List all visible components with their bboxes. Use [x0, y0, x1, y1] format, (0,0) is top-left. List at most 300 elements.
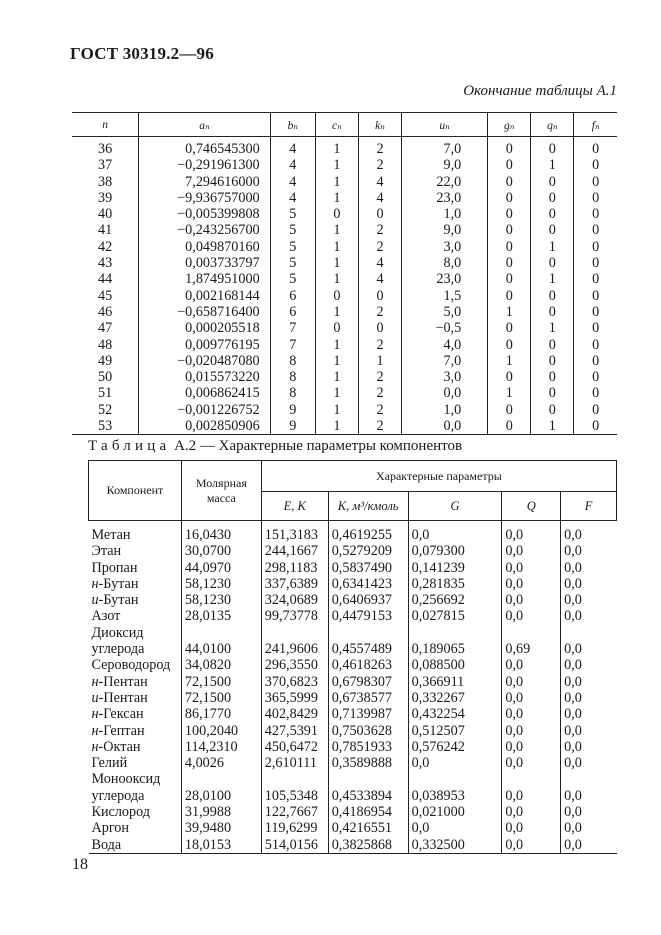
- table-cell: 0,7139987: [328, 706, 408, 722]
- component-name-cell: н-Октан: [91, 738, 141, 755]
- table-cell: 5: [270, 222, 315, 238]
- table-cell: 0,0: [502, 657, 561, 673]
- table-cell: 1,0: [402, 206, 488, 222]
- table-cell: 47: [98, 320, 113, 337]
- table-cell: 0: [488, 137, 531, 158]
- table-a1-body: [72, 137, 617, 435]
- table-cell: 0: [488, 418, 531, 435]
- table-cell: 0,69: [502, 641, 561, 657]
- table-cell: 2: [358, 157, 401, 173]
- table-row: [89, 820, 617, 836]
- table-cell: 0: [574, 239, 617, 255]
- isomer-prefix: н: [91, 673, 99, 690]
- table-a2-subheader-g: G: [408, 492, 502, 521]
- table-cell: 0,0: [561, 641, 617, 657]
- table-cell: 42: [98, 238, 113, 255]
- table-cell: 40: [98, 206, 113, 223]
- table-cell: 1: [315, 174, 358, 190]
- table-cell: 4,0026: [181, 755, 261, 771]
- table-cell: 0,4479153: [328, 608, 408, 624]
- table-row: [89, 657, 617, 673]
- table-a2-subheader-q: Q: [502, 492, 561, 521]
- table-row: [89, 592, 617, 608]
- table-cell: 1: [531, 157, 574, 173]
- table-cell: 0,0: [561, 820, 617, 836]
- table-cell: 1,874951000: [139, 271, 270, 287]
- table-row: [89, 837, 617, 854]
- component-name-cell: Вода: [89, 837, 182, 854]
- table-cell: 244,1667: [261, 543, 328, 559]
- table-cell: 1: [315, 418, 358, 435]
- table-cell: [408, 625, 502, 641]
- table-cell: 4: [358, 271, 401, 287]
- table-row: [89, 625, 617, 641]
- table-row: [72, 418, 617, 435]
- table-cell: 0: [531, 174, 574, 190]
- table-cell: 2: [358, 385, 401, 401]
- table-cell: 0,002850906: [139, 418, 270, 435]
- table-cell: 0: [531, 206, 574, 222]
- table-cell: 0,0: [502, 543, 561, 559]
- table-cell: 0,4619255: [328, 521, 408, 544]
- table-cell: 72,1500: [181, 690, 261, 706]
- table-a1: [72, 112, 617, 435]
- table-cell: 337,6389: [261, 576, 328, 592]
- table-cell: 7,0: [402, 137, 488, 158]
- table-cell: 72,1500: [181, 674, 261, 690]
- table-cell: −0,001226752: [139, 402, 270, 418]
- table-cell: −0,243256700: [139, 222, 270, 238]
- table-row: [89, 674, 617, 690]
- table-row: [89, 788, 617, 804]
- table-cell: 0,0: [561, 804, 617, 820]
- table-cell: 0,0: [402, 385, 488, 401]
- table-cell: 39: [98, 189, 113, 206]
- table-row: [72, 190, 617, 206]
- table-a1-header-row: [72, 113, 617, 137]
- component-name-cell: н-Бутан: [91, 575, 139, 592]
- table-cell: 0: [574, 206, 617, 222]
- table-cell: 105,5348: [261, 788, 328, 804]
- table-cell: 0,0: [561, 521, 617, 544]
- table-cell: 0,256692: [408, 592, 502, 608]
- table-cell: 0: [488, 288, 531, 304]
- table-cell: 4: [270, 137, 315, 158]
- table-row: [72, 255, 617, 271]
- table-cell: 0,0: [561, 706, 617, 722]
- table-cell: 0,0: [502, 608, 561, 624]
- table-cell: 3,0: [402, 369, 488, 385]
- table-row: [72, 288, 617, 304]
- table-cell: 44,0970: [181, 560, 261, 576]
- table-cell: 0: [488, 222, 531, 238]
- table-cell: 9,0: [402, 157, 488, 173]
- table-cell: 0,0: [561, 788, 617, 804]
- table-cell: 0: [315, 288, 358, 304]
- table-cell: 0,0: [561, 723, 617, 739]
- table-cell: 0: [531, 304, 574, 320]
- table-cell: 0,015573220: [139, 369, 270, 385]
- table-cell: 0,512507: [408, 723, 502, 739]
- table-cell: 0: [531, 369, 574, 385]
- table-cell: 0: [315, 206, 358, 222]
- table-cell: 0,5279209: [328, 543, 408, 559]
- table-cell: 1: [315, 239, 358, 255]
- table-cell: 34,0820: [181, 657, 261, 673]
- table-cell: 241,9606: [261, 641, 328, 657]
- table-a1-header-cell: fₙ: [574, 113, 617, 137]
- table-cell: 1: [315, 353, 358, 369]
- table-cell: 0,0: [561, 560, 617, 576]
- table-a1-header-cell: kₙ: [358, 113, 401, 137]
- table-cell: 0,0: [408, 521, 502, 544]
- table-row: [89, 755, 617, 771]
- table-cell: 0,5837490: [328, 560, 408, 576]
- table-cell: 0,141239: [408, 560, 502, 576]
- table-row: [89, 723, 617, 739]
- table-cell: 8: [270, 353, 315, 369]
- table-cell: 296,3550: [261, 657, 328, 673]
- table-cell: 0: [574, 271, 617, 287]
- component-name-cell: н-Гептан: [91, 722, 145, 739]
- table-cell: 2: [358, 239, 401, 255]
- table-cell: −0,291961300: [139, 157, 270, 173]
- table-cell: 0,3589888: [328, 755, 408, 771]
- table-cell: 0: [574, 337, 617, 353]
- table-cell: 5: [270, 271, 315, 287]
- table-cell: 1: [531, 271, 574, 287]
- isomer-prefix: и: [91, 592, 99, 609]
- table-cell: [502, 771, 561, 787]
- table-cell: 0: [358, 288, 401, 304]
- table-a2-caption-title: А.2 — Характерные параметры компонентов: [170, 438, 463, 454]
- table-cell: [261, 625, 328, 641]
- table-cell: 37: [98, 157, 113, 174]
- table-cell: 0,0: [561, 674, 617, 690]
- table-cell: 1: [315, 157, 358, 173]
- table-cell: 0: [531, 353, 574, 369]
- table-cell: 23,0: [402, 271, 488, 287]
- table-cell: 0,3825868: [328, 837, 408, 854]
- table-continuation-caption: Окончание таблицы А.1: [463, 83, 617, 99]
- table-cell: 0,746545300: [139, 137, 270, 158]
- table-cell: 5,0: [402, 304, 488, 320]
- table-cell: 22,0: [402, 174, 488, 190]
- table-cell: 0,366911: [408, 674, 502, 690]
- table-cell: 0,0: [502, 576, 561, 592]
- table-cell: 44,0100: [181, 641, 261, 657]
- table-cell: 41: [98, 222, 113, 239]
- component-name-cell: Метан: [91, 527, 131, 543]
- table-row: [72, 206, 617, 222]
- table-cell: 4: [270, 174, 315, 190]
- table-cell: 0,0: [402, 418, 488, 435]
- component-name-cell: углерода: [91, 787, 145, 804]
- table-cell: 0,0: [502, 723, 561, 739]
- table-cell: 0,0: [502, 837, 561, 854]
- table-cell: 0: [488, 157, 531, 173]
- component-name-cell: и-Пентан: [91, 689, 148, 706]
- table-cell: 0,021000: [408, 804, 502, 820]
- table-row: [89, 608, 617, 624]
- table-cell: 0,0: [561, 690, 617, 706]
- table-cell: 2: [358, 337, 401, 353]
- table-cell: 30,0700: [181, 543, 261, 559]
- table-cell: 0,0: [502, 521, 561, 544]
- table-cell: 0: [531, 190, 574, 206]
- table-cell: [261, 771, 328, 787]
- table-cell: 0,6341423: [328, 576, 408, 592]
- component-name-cell: Аргон: [91, 820, 129, 837]
- table-cell: 0,4618263: [328, 657, 408, 673]
- table-cell: 0: [488, 271, 531, 287]
- table-cell: 1: [358, 353, 401, 369]
- table-cell: 0: [488, 174, 531, 190]
- table-cell: 48: [98, 336, 113, 353]
- table-cell: 0,4533894: [328, 788, 408, 804]
- component-name-cell: Гелий: [91, 755, 128, 772]
- table-a2-header-row: [89, 461, 617, 492]
- table-cell: 16,0430: [181, 521, 261, 544]
- table-cell: 0: [574, 222, 617, 238]
- table-cell: 0,281835: [408, 576, 502, 592]
- table-cell: 1: [488, 304, 531, 320]
- table-cell: 0,0: [408, 755, 502, 771]
- table-cell: 4: [270, 157, 315, 173]
- table-cell: 0,079300: [408, 543, 502, 559]
- table-cell: 1: [315, 255, 358, 271]
- table-cell: [328, 771, 408, 787]
- component-name-cell: Монооксид: [91, 771, 161, 788]
- table-cell: 1: [488, 385, 531, 401]
- table-row: [72, 271, 617, 287]
- table-cell: 0,038953: [408, 788, 502, 804]
- table-cell: [181, 771, 261, 787]
- table-cell: 0,0: [502, 560, 561, 576]
- table-cell: 0: [531, 385, 574, 401]
- table-row: [72, 385, 617, 401]
- component-name-cell: Пропан: [91, 559, 138, 576]
- table-cell: 1: [315, 304, 358, 320]
- table-cell: 0: [358, 206, 401, 222]
- table-a2-header-molar-mass: Молярная масса: [181, 461, 261, 521]
- table-cell: 4: [358, 174, 401, 190]
- table-cell: 1: [315, 137, 358, 158]
- table-cell: 0: [574, 137, 617, 158]
- table-cell: 5: [270, 255, 315, 271]
- table-cell: 0: [358, 320, 401, 336]
- table-row: [89, 706, 617, 722]
- table-cell: 18,0153: [181, 837, 261, 854]
- page-number: 18: [72, 856, 88, 873]
- table-cell: 1: [315, 222, 358, 238]
- table-cell: 0: [574, 385, 617, 401]
- table-cell: 0: [574, 157, 617, 173]
- table-cell: 0: [531, 222, 574, 238]
- table-cell: 9,0: [402, 222, 488, 238]
- table-cell: 51: [98, 385, 113, 402]
- table-cell: [408, 771, 502, 787]
- table-a1-header-cell: cₙ: [315, 113, 358, 137]
- table-cell: 0,006862415: [139, 385, 270, 401]
- isomer-prefix: н: [91, 575, 99, 592]
- table-cell: 0,332500: [408, 837, 502, 854]
- table-row: [89, 543, 617, 559]
- document-header: ГОСТ 30319.2—96: [70, 44, 214, 63]
- table-cell: 0,332267: [408, 690, 502, 706]
- table-a2-subheader-e: E, K: [261, 492, 328, 521]
- table-cell: 0,027815: [408, 608, 502, 624]
- table-cell: 0,0: [502, 592, 561, 608]
- table-cell: 1: [531, 320, 574, 336]
- table-cell: −9,936757000: [139, 190, 270, 206]
- table-cell: 36: [98, 141, 113, 157]
- table-cell: 38: [98, 173, 113, 190]
- table-cell: 52: [98, 401, 113, 418]
- component-name-cell: н-Пентан: [91, 673, 148, 690]
- table-a2-caption: [88, 438, 462, 455]
- table-cell: 23,0: [402, 190, 488, 206]
- table-cell: 0: [574, 369, 617, 385]
- table-cell: 0,0: [502, 755, 561, 771]
- table-row: [89, 739, 617, 755]
- table-cell: 0,0: [502, 706, 561, 722]
- table-cell: −0,658716400: [139, 304, 270, 320]
- table-row: [72, 239, 617, 255]
- table-cell: 7: [270, 337, 315, 353]
- table-cell: 0,049870160: [139, 239, 270, 255]
- table-cell: 0,189065: [408, 641, 502, 657]
- table-a1-header-cell: uₙ: [402, 113, 488, 137]
- table-cell: 151,3183: [261, 521, 328, 544]
- table-cell: 0: [574, 304, 617, 320]
- table-cell: 427,5391: [261, 723, 328, 739]
- isomer-prefix: н: [91, 706, 99, 723]
- table-cell: 0,7503628: [328, 723, 408, 739]
- component-name-cell: Этан: [91, 543, 122, 560]
- component-name-cell: Азот: [91, 608, 121, 625]
- table-cell: 0: [488, 206, 531, 222]
- table-row: [89, 690, 617, 706]
- table-cell: 0,6738577: [328, 690, 408, 706]
- table-cell: 0,0: [561, 592, 617, 608]
- table-cell: 0: [574, 353, 617, 369]
- table-cell: [328, 625, 408, 641]
- table-cell: 8: [270, 385, 315, 401]
- table-cell: 45: [98, 287, 113, 304]
- table-cell: 44: [98, 271, 113, 288]
- table-cell: 450,6472: [261, 739, 328, 755]
- table-cell: 0,0: [561, 739, 617, 755]
- table-cell: 0,000205518: [139, 320, 270, 336]
- table-cell: [561, 625, 617, 641]
- table-row: [72, 402, 617, 418]
- table-cell: 0,003733797: [139, 255, 270, 271]
- table-cell: 0,088500: [408, 657, 502, 673]
- table-cell: 2: [358, 418, 401, 435]
- table-cell: 1: [315, 402, 358, 418]
- table-cell: 100,2040: [181, 723, 261, 739]
- table-cell: 0: [574, 190, 617, 206]
- table-row: [89, 576, 617, 592]
- table-cell: 99,73778: [261, 608, 328, 624]
- table-cell: 0,0: [408, 820, 502, 836]
- table-cell: 58,1230: [181, 592, 261, 608]
- table-row: [89, 560, 617, 576]
- table-cell: 0,4216551: [328, 820, 408, 836]
- table-row: [72, 222, 617, 238]
- table-cell: 2: [358, 369, 401, 385]
- table-row: [72, 369, 617, 385]
- table-cell: 0: [531, 402, 574, 418]
- component-name-cell: и-Бутан: [91, 592, 139, 609]
- table-a1-header-cell: bₙ: [270, 113, 315, 137]
- table-cell: 2,610111: [261, 755, 328, 771]
- table-cell: 1: [315, 190, 358, 206]
- table-cell: 0,6406937: [328, 592, 408, 608]
- table-cell: 28,0100: [181, 788, 261, 804]
- table-cell: 28,0135: [181, 608, 261, 624]
- table-cell: 0,0: [561, 608, 617, 624]
- table-a2-body: [89, 521, 617, 854]
- table-cell: 4: [358, 255, 401, 271]
- table-cell: 49: [98, 352, 113, 369]
- table-cell: 0: [531, 255, 574, 271]
- table-cell: 0: [531, 288, 574, 304]
- table-cell: [561, 771, 617, 787]
- table-cell: 1: [315, 271, 358, 287]
- table-cell: 0,0: [502, 674, 561, 690]
- table-cell: 86,1770: [181, 706, 261, 722]
- table-cell: 1: [531, 418, 574, 435]
- table-cell: [502, 625, 561, 641]
- table-cell: 1,0: [402, 402, 488, 418]
- table-cell: 53: [72, 418, 139, 435]
- isomer-prefix: и: [91, 689, 99, 706]
- table-cell: 0: [574, 418, 617, 435]
- table-row: [89, 521, 617, 544]
- component-name-cell: углерода: [91, 641, 145, 658]
- table-a2: [88, 460, 617, 854]
- table-cell: 0: [315, 320, 358, 336]
- table-cell: −0,020487080: [139, 353, 270, 369]
- table-cell: 114,2310: [181, 739, 261, 755]
- table-cell: 9: [270, 402, 315, 418]
- table-a2-caption-word: Таблица: [88, 438, 171, 454]
- table-cell: 2: [358, 222, 401, 238]
- table-cell: 0,0: [502, 739, 561, 755]
- table-cell: 0,0: [502, 788, 561, 804]
- table-cell: 514,0156: [261, 837, 328, 854]
- table-cell: 8: [270, 369, 315, 385]
- table-row: [72, 353, 617, 369]
- isomer-prefix: н: [91, 722, 99, 739]
- table-cell: 2: [358, 137, 401, 158]
- table-cell: 7,294616000: [139, 174, 270, 190]
- table-cell: 1: [315, 337, 358, 353]
- table-cell: 43: [98, 255, 113, 272]
- table-cell: 324,0689: [261, 592, 328, 608]
- table-cell: 0: [574, 320, 617, 336]
- table-cell: 0,4186954: [328, 804, 408, 820]
- table-cell: 8,0: [402, 255, 488, 271]
- component-name-cell: н-Гексан: [91, 706, 144, 723]
- component-name-cell: Кислород: [91, 804, 151, 821]
- table-cell: 5: [270, 206, 315, 222]
- table-cell: 0,0: [561, 837, 617, 854]
- table-row: [89, 771, 617, 787]
- table-cell: 0: [488, 337, 531, 353]
